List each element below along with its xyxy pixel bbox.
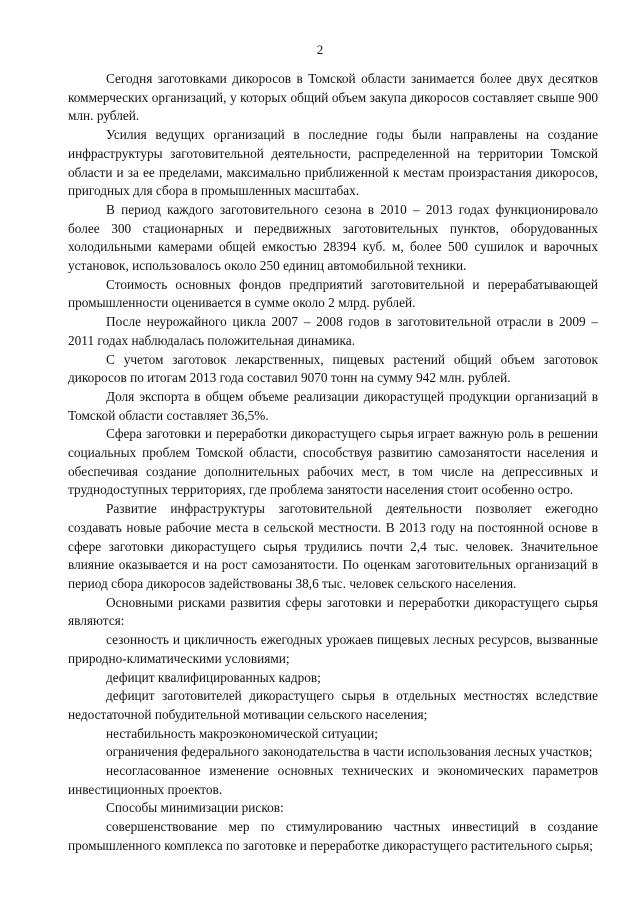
list-item-risk-2: дефицит квалифицированных кадров; <box>106 669 321 685</box>
paragraph-5: После неурожайного цикла 2007 – 2008 годов в заготовительной отрасли в 2009 – 2011 годах наблюдалась положительная динамика. <box>68 314 598 348</box>
list-item-risk-4: нестабильность макроэкономической ситуации; <box>106 725 378 741</box>
paragraph-4: Стоимость основных фондов предприятий заготовительной и перерабатывающей промышленности оценивается в сумме около 2 млрд. рублей. <box>68 276 598 311</box>
list-item-risk-5: ограничения федерального законодательства в части использования лесных участков; <box>106 744 593 760</box>
list-item-risk-6: несогласованное изменение основных технических и экономических параметров инвестиционных проектов. <box>68 763 598 797</box>
list-item-risk-3: дефицит заготовителей дикорастущего сырья в отдельных местностях вследствие недостаточной побудительной мотивации сельского населения; <box>68 688 598 722</box>
paragraph-3: В период каждого заготовительного сезона в 2010 – 2013 годах функционировало более 300 стационарных и передвижных заготовительных пунктов, оборудованных холодильными камерами общей емкостью 28394 куб. м, более 500 сушилок и варочных установок, использовалось около 250 единиц автомобильной техники. <box>68 201 598 274</box>
document-body <box>68 70 598 856</box>
paragraph-2: Усилия ведущих организаций в последние годы были направлены на создание инфраструктуры заготовительной деятельности, распределенной на территории Томской области и за ее пределами, максимально приближенной к местам произрастания дикоросов, пригодных для сбора в промышленных масштабах. <box>68 127 598 199</box>
paragraph-1: Сегодня заготовками дикоросов в Томской области занимается более двух десятков коммерческих организаций, у которых общий объем закупа дикоросов составляет свыше 900 млн. рублей. <box>68 71 598 124</box>
list-item-risk-1: сезонность и цикличность ежегодных урожаев пищевых лесных ресурсов, вызванные природно-климатическими условиями; <box>68 632 598 666</box>
paragraph-8: Сфера заготовки и переработки дикорастущего сырья играет важную роль в решении социальных проблем Томской области, способствуя развитию самозанятости населения и обеспечивая создание дополнительных рабочих мест, в том числе на депрессивных и труднодоступных территориях, где проблема занятости населения стоит особенно остро. <box>68 426 598 498</box>
paragraph-9: Развитие инфраструктуры заготовительной деятельности позволяет ежегодно создавать новые рабочие места в сельской местности. В 2013 году на постоянной основе в сфере заготовки дикорастущего сырья трудились почти 2,4 тыс. человек. Значительное влияние оказывается и на рост самозанятости. По оценкам заготовительных организаций в период сбора дикоросов задействованы 38,6 тыс. человек сельского населения. <box>68 501 598 591</box>
paragraph-6: С учетом заготовок лекарственных, пищевых растений общий объем заготовок дикоросов по итогам 2013 года составил 9070 тонн на сумму 942 млн. рублей. <box>68 351 598 386</box>
paragraph-7: Доля экспорта в общем объеме реализации дикорастущей продукции организаций в Томской области составляет 36,5%. <box>68 388 598 423</box>
paragraph-10: Основными рисками развития сферы заготовки и переработки дикорастущего сырья являются: <box>68 594 598 629</box>
list-item-mitigation-1: совершенствование мер по стимулированию частных инвестиций в создание промышленного комплекса по заготовке и переработке дикорастущего растительного сырья; <box>68 819 598 853</box>
paragraph-mitigation-heading: Способы минимизации рисков: <box>106 800 284 816</box>
page-number: 2 <box>316 42 324 57</box>
